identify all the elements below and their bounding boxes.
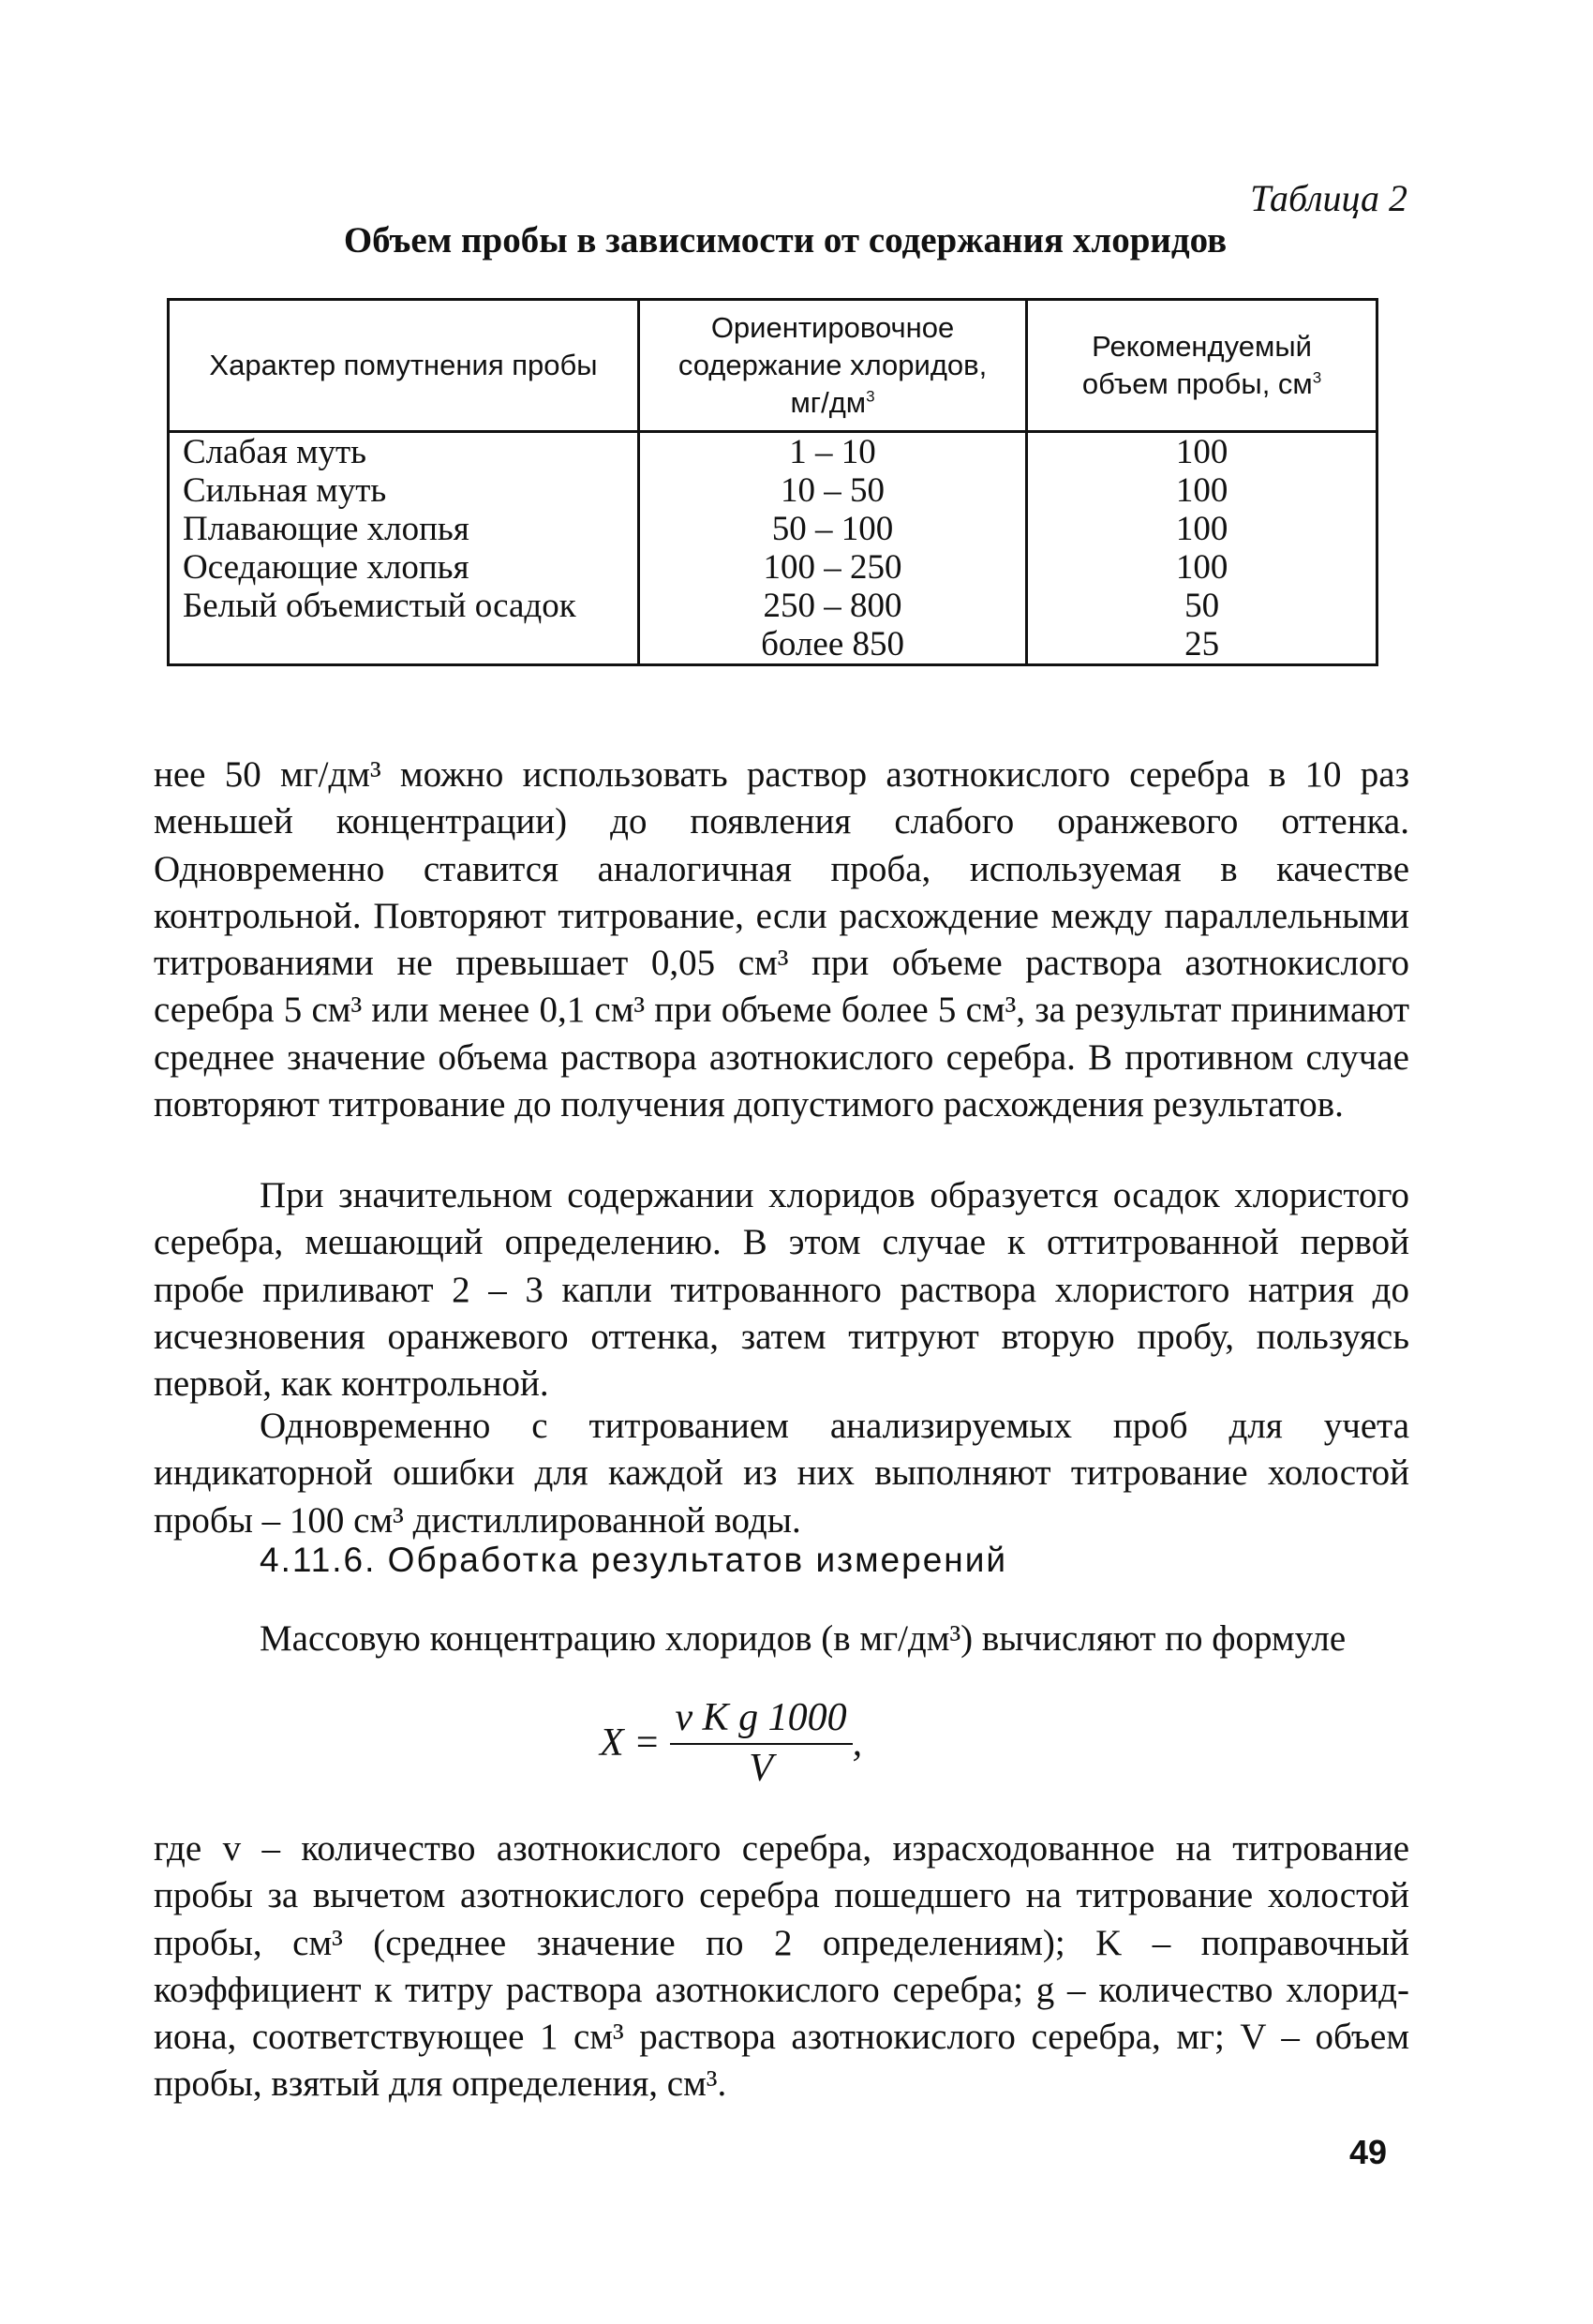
column-content (638, 432, 1026, 665)
table-header-row (169, 300, 1377, 432)
table-cell: Слабая муть (183, 433, 367, 471)
formula-numerator: v K g 1000 (670, 1694, 853, 1745)
paragraph-definitions: где v – количество азотнокислого серебра, израсходованное на титрование пробы за вычетом азотнокислого серебра пошедшего на титрование холостой пробы, см³ (среднее значение по 2 определениям); K – поправочный коэффициент к титру раствора азотнокислого серебра; g – количество хлорид-иона, соответствующее 1 см³ раствора азотнокислого серебра, мг; V – объем пробы, взятый для определения, см³. (154, 1828, 1409, 2105)
header-content-line2: содержание хлоридов, (677, 349, 988, 381)
formula (600, 1694, 862, 1792)
table-cell: 100 (1175, 510, 1228, 548)
table-title: Объем пробы в зависимости от содержания хлоридов (343, 220, 1228, 261)
header-volume-line1: Рекомендуемый (1092, 330, 1312, 363)
table-cell: Оседающие хлопья (183, 548, 469, 587)
column-volume (1027, 432, 1377, 665)
table-cell: 250 – 800 (763, 587, 902, 625)
table-cell: 100 (1175, 471, 1228, 510)
column-character (169, 432, 639, 665)
header-content-line1: Ориентировочное (710, 311, 955, 344)
paragraph-formula-intro: Массовую концентрацию хлоридов (в мг/дм³) вычисляют по формуле (260, 1618, 1347, 1659)
formula-comma: , (852, 1721, 863, 1765)
table-cell: 100 – 250 (763, 548, 902, 587)
table-cell: 25 (1184, 625, 1220, 663)
formula-fraction (670, 1694, 853, 1792)
formula-denominator: V (749, 1747, 773, 1790)
formula-lhs: X = (600, 1721, 661, 1765)
header-volume (1027, 300, 1377, 432)
paragraph-blank: Одновременно с титрованием анализируемых проб для учета индикаторной ошибки для каждой из них выполняют титрование холостой пробы – 100 см³ дистиллированной воды. (154, 1406, 1409, 1541)
header-content-unit: $мг/дм^3$ (790, 386, 875, 419)
header-volume-line2: объем пробы, $см^3$ (1081, 367, 1322, 400)
table-cell: 1 – 10 (789, 433, 876, 471)
table-cell: Сильная муть (183, 471, 387, 510)
table-cell: 100 (1175, 433, 1228, 471)
table-cell (170, 625, 637, 663)
table-cell: Плавающие хлопья (183, 510, 469, 548)
table-cell: 100 (1175, 548, 1228, 587)
table-cell: Белый объемистый осадок (183, 587, 576, 625)
data-table (167, 298, 1378, 666)
table-cell: 50 (1184, 587, 1220, 625)
table-body (169, 432, 1377, 665)
table-cell: 50 – 100 (771, 510, 894, 548)
paragraph-titration: нее 50 мг/дм³ можно использовать раствор азотнокислого серебра в 10 раз меньшей концентрации) до появления слабого оранжевого оттенка. Одновременно ставится аналогичная проба, используемая в качестве контрольной. Повторяют титрование, если расхождение между параллельными титрованиями не превышает 0,05 см³ при объеме раствора азотнокислого серебра 5 см³ или менее 0,1 см³ при объеме более 5 см³, за результат принимают среднее значение объема раствора азотнокислого серебра. В противном случае повторяют титрование до получения допустимого расхождения результатов. (154, 754, 1409, 1125)
page-number: 49 (1349, 2133, 1388, 2171)
section-heading: 4.11.6. Обработка результатов измерений (260, 1541, 1008, 1579)
header-character: Характер помутнения пробы (169, 300, 639, 432)
paragraph-precipitate: При значительном содержании хлоридов образуется осадок хлористого серебра, мешающий определению. В этом случае к оттитрованной первой пробе приливают 2 – 3 капли титрованного раствора хлористого натрия до исчезновения оранжевого оттенка, затем титруют вторую пробу, пользуясь первой, как контрольной. (154, 1175, 1409, 1405)
table-caption: Таблица 2 (1250, 177, 1407, 219)
table-cell: более 850 (761, 625, 904, 663)
header-content (638, 300, 1026, 432)
table-cell: 10 – 50 (781, 471, 886, 510)
